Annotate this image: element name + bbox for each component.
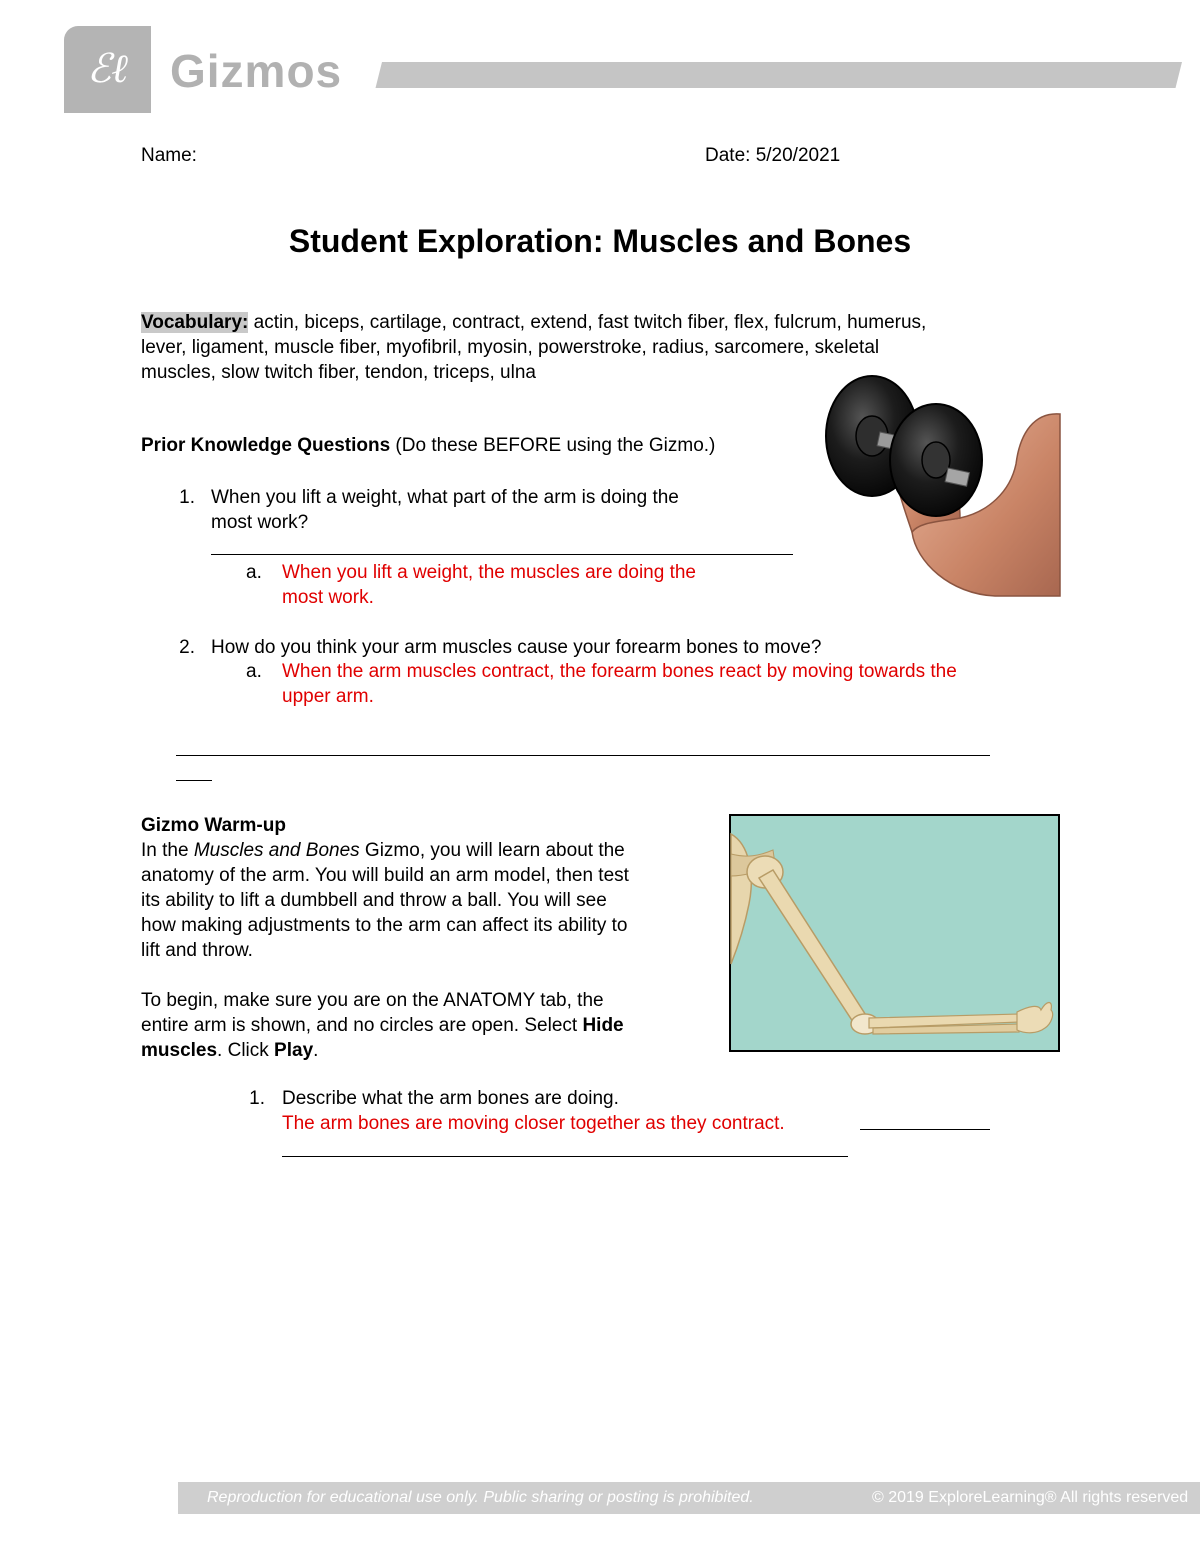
answer-line bbox=[282, 1156, 848, 1157]
warmup-p1-b: Gizmo, you will learn about the bbox=[359, 840, 625, 861]
arm-dumbbell-illustration bbox=[820, 372, 1062, 600]
warmup-p1-line-2: anatomy of the arm. You will build an arm model, then test bbox=[141, 865, 629, 886]
prior-knowledge-heading bbox=[141, 433, 1051, 458]
warmup-p1-line-3: its ability to lift a dumbbell and throw a ball. You will see bbox=[141, 890, 607, 911]
prior-a1-line-1: When you lift a weight, the muscles are doing the bbox=[282, 562, 697, 583]
prior-a2-line-1: When the arm muscles contract, the forearm bones react by moving towards the bbox=[282, 661, 957, 682]
warmup-answer-1: The arm bones are moving closer together as they contract. bbox=[282, 1113, 785, 1134]
prior-question-1 bbox=[211, 485, 791, 535]
warmup-p1-line-5: lift and throw. bbox=[141, 940, 253, 961]
vocabulary-line-1: actin, biceps, cartilage, contract, extend, fast twitch fiber, flex, fulcrum, humerus, bbox=[248, 312, 927, 333]
gizmo-arm-bones-screenshot bbox=[729, 814, 1060, 1052]
warmup-block bbox=[141, 813, 711, 1063]
warmup-heading: Gizmo Warm-up bbox=[141, 815, 286, 836]
name-label: Name: bbox=[141, 145, 197, 166]
prior-a2-line-2: upper arm. bbox=[282, 686, 374, 707]
prior-question-2: How do you think your arm muscles cause your forearm bones to move? bbox=[211, 637, 822, 658]
vocabulary-line-2: lever, ligament, muscle fiber, myofibril, myosin, powerstroke, radius, sarcomere, skeletal bbox=[141, 337, 880, 358]
prior-a1-line-2: most work. bbox=[282, 587, 374, 608]
header-bar bbox=[376, 62, 1182, 88]
prior-answer-1 bbox=[282, 560, 802, 610]
explorelearning-logo-icon: ℰℓ bbox=[87, 46, 128, 92]
muscles-label: muscles bbox=[141, 1040, 218, 1061]
answer-line bbox=[176, 780, 212, 781]
answer-line bbox=[211, 554, 793, 555]
warmup-p2-line-1: To begin, make sure you are on the ANATOMY tab, the bbox=[141, 990, 604, 1011]
question-number: 2. bbox=[179, 637, 195, 658]
hide-label: Hide bbox=[582, 1015, 624, 1036]
footer-copyright: © 2019 ExploreLearning® All rights reserved bbox=[872, 1489, 1189, 1506]
answer-label: a. bbox=[246, 661, 262, 682]
vocabulary-label: Vocabulary: bbox=[141, 312, 249, 333]
warmup-period: . bbox=[313, 1040, 319, 1061]
date-label: Date: 5/20/2021 bbox=[705, 145, 841, 166]
prior-heading-note: (Do these BEFORE using the Gizmo.) bbox=[390, 435, 716, 456]
warmup-p2-line-2: entire arm is shown, and no circles are open. Select bbox=[141, 1015, 583, 1036]
warmup-p2-line-3: . Click bbox=[217, 1040, 275, 1061]
prior-q1-line-2: most work? bbox=[211, 512, 309, 533]
answer-line bbox=[860, 1129, 990, 1130]
warmup-p1-a: In the bbox=[141, 840, 194, 861]
footer-notice: Reproduction for educational use only. Public sharing or posting is prohibited. bbox=[207, 1489, 754, 1506]
question-number: 1. bbox=[249, 1088, 265, 1109]
answer-line bbox=[176, 755, 990, 756]
prior-answer-2 bbox=[282, 659, 1082, 709]
prior-q1-line-1: When you lift a weight, what part of the arm is doing the bbox=[211, 487, 679, 508]
question-number: 1. bbox=[179, 487, 195, 508]
answer-label: a. bbox=[246, 562, 262, 583]
page-title: Student Exploration: Muscles and Bones bbox=[288, 223, 912, 259]
prior-heading-text: Prior Knowledge Questions bbox=[141, 435, 391, 456]
play-label: Play bbox=[274, 1040, 314, 1061]
vocabulary-line-3: muscles, slow twitch fiber, tendon, triceps, ulna bbox=[141, 362, 536, 383]
warmup-p1-italic: Muscles and Bones bbox=[193, 840, 360, 861]
warmup-question-1: Describe what the arm bones are doing. bbox=[282, 1088, 619, 1109]
warmup-p1-line-4: how making adjustments to the arm can affect its ability to bbox=[141, 915, 628, 936]
brand-name: Gizmos bbox=[170, 45, 343, 97]
